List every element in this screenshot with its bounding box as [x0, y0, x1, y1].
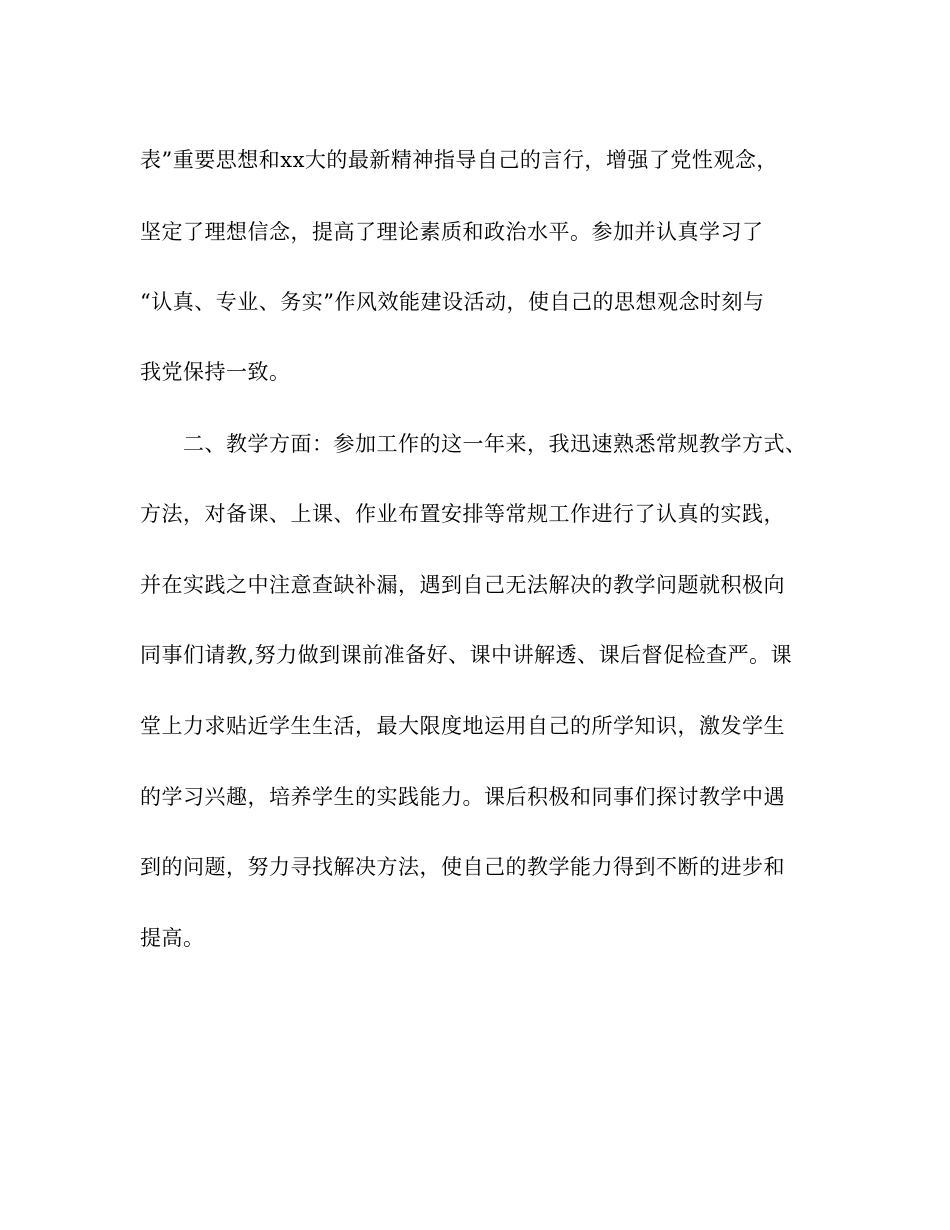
- paragraph-heading-line: 二、教学方面：参加工作的这一年来，我迅速熟悉常规教学方式、: [140, 432, 807, 456]
- text-line: 并在实践之中注意查缺补漏，遇到自己无法解决的教学问题就积极向: [140, 573, 785, 597]
- text-line: 提高。: [140, 926, 205, 950]
- text-line: 方法，对备课、上课、作业布置安排等常规工作进行了认真的实践，: [140, 502, 785, 526]
- text-line: 同事们请教,努力做到课前准备好、课中讲解透、课后督促检查严。课: [140, 643, 793, 667]
- text-line: 我党保持一致。: [140, 360, 291, 384]
- text-line: 坚定了理想信念，提高了理论素质和政治水平。参加并认真学习了: [140, 220, 764, 244]
- text-line: 到的问题，努力寻找解决方法，使自己的教学能力得到不断的进步和: [140, 855, 785, 879]
- text-line: “认真、专业、务实”作风效能建设活动，使自己的思想观念时刻与: [140, 290, 765, 314]
- text-line: 的学习兴趣，培养学生的实践能力。课后积极和同事们探讨教学中遇: [140, 785, 785, 809]
- text-line: 表”重要思想和xx大的最新精神指导自己的言行，增强了党性观念，: [140, 148, 778, 172]
- text-line: 堂上力求贴近学生生活，最大限度地运用自己的所学知识，激发学生: [140, 714, 785, 738]
